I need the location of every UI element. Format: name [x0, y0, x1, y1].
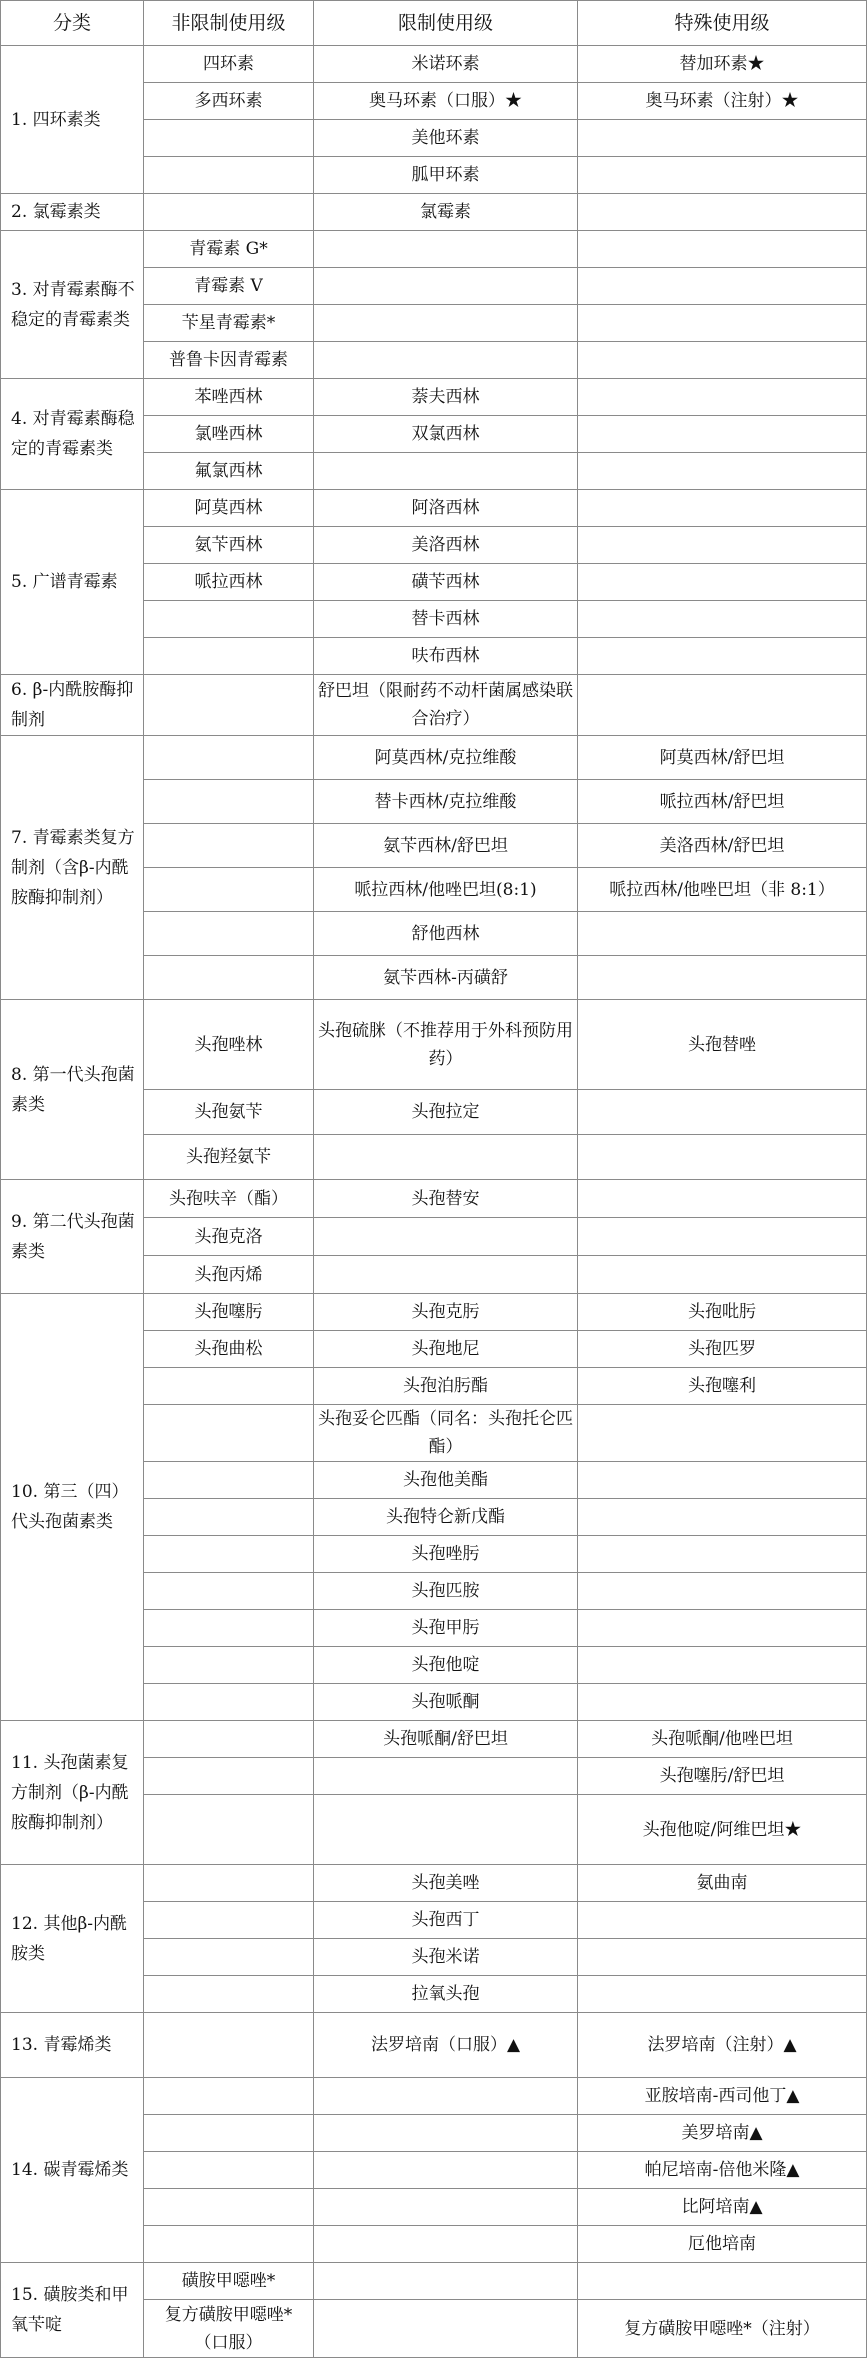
unrestricted-cell — [144, 1462, 314, 1499]
unrestricted-cell: 磺胺甲噁唑* — [144, 2263, 314, 2300]
restricted-cell: 头孢唑肟 — [314, 1536, 578, 1573]
table-row — [1, 1865, 867, 1902]
restricted-cell: 头孢他美酯 — [314, 1462, 578, 1499]
category-cell: 8. 第一代头孢菌素类 — [1, 1000, 144, 1180]
category-cell: 9. 第二代头孢菌素类 — [1, 1180, 144, 1294]
special-cell — [578, 157, 867, 194]
table-row — [1, 379, 867, 416]
unrestricted-cell — [144, 956, 314, 1000]
restricted-cell: 替卡西林 — [314, 601, 578, 638]
unrestricted-cell — [144, 1647, 314, 1684]
table-body — [1, 46, 867, 2358]
unrestricted-cell — [144, 2152, 314, 2189]
category-cell: 7. 青霉素类复方制剂（含β-内酰胺酶抑制剂） — [1, 736, 144, 1000]
special-cell: 厄他培南 — [578, 2226, 867, 2263]
special-cell: 比阿培南▲ — [578, 2189, 867, 2226]
category-cell: 11. 头孢菌素复方制剂（β-内酰胺酶抑制剂） — [1, 1721, 144, 1865]
restricted-cell — [314, 1256, 578, 1294]
restricted-cell — [314, 231, 578, 268]
table-row — [1, 194, 867, 231]
unrestricted-cell — [144, 601, 314, 638]
unrestricted-cell — [144, 675, 314, 736]
restricted-cell — [314, 305, 578, 342]
unrestricted-cell: 阿莫西林 — [144, 490, 314, 527]
special-cell: 替加环素★ — [578, 46, 867, 83]
special-cell: 复方磺胺甲噁唑*（注射） — [578, 2300, 867, 2358]
special-cell — [578, 1462, 867, 1499]
restricted-cell — [314, 268, 578, 305]
restricted-cell — [314, 2078, 578, 2115]
category-cell: 2. 氯霉素类 — [1, 194, 144, 231]
table-row — [1, 2263, 867, 2300]
restricted-cell — [314, 453, 578, 490]
restricted-cell: 头孢地尼 — [314, 1331, 578, 1368]
special-cell — [578, 379, 867, 416]
unrestricted-cell: 头孢克洛 — [144, 1218, 314, 1256]
restricted-cell — [314, 2115, 578, 2152]
restricted-cell: 头孢拉定 — [314, 1090, 578, 1135]
unrestricted-cell: 哌拉西林 — [144, 564, 314, 601]
unrestricted-cell: 氨苄西林 — [144, 527, 314, 564]
unrestricted-cell: 青霉素 V — [144, 268, 314, 305]
category-cell: 14. 碳青霉烯类 — [1, 2078, 144, 2263]
special-cell — [578, 675, 867, 736]
unrestricted-cell — [144, 1368, 314, 1405]
unrestricted-cell — [144, 1536, 314, 1573]
unrestricted-cell — [144, 2226, 314, 2263]
category-cell: 6. β-内酰胺酶抑制剂 — [1, 675, 144, 736]
table-row — [1, 1721, 867, 1758]
special-cell — [578, 1573, 867, 1610]
special-cell — [578, 231, 867, 268]
table-header — [1, 1, 867, 46]
restricted-cell: 头孢米诺 — [314, 1939, 578, 1976]
unrestricted-cell — [144, 912, 314, 956]
restricted-cell: 头孢克肟 — [314, 1294, 578, 1331]
unrestricted-cell — [144, 1865, 314, 1902]
restricted-cell: 头孢匹胺 — [314, 1573, 578, 1610]
special-cell — [578, 1256, 867, 1294]
unrestricted-cell — [144, 1795, 314, 1865]
special-cell — [578, 1610, 867, 1647]
restricted-cell: 奥马环素（口服）★ — [314, 83, 578, 120]
table-row — [1, 736, 867, 780]
restricted-cell: 呋布西林 — [314, 638, 578, 675]
special-cell — [578, 490, 867, 527]
special-cell: 头孢噻肟/舒巴坦 — [578, 1758, 867, 1795]
unrestricted-cell: 普鲁卡因青霉素 — [144, 342, 314, 379]
special-cell: 阿莫西林/舒巴坦 — [578, 736, 867, 780]
restricted-cell: 头孢妥仑匹酯（同名：头孢托仑匹酯） — [314, 1405, 578, 1462]
special-cell — [578, 194, 867, 231]
special-cell: 哌拉西林/舒巴坦 — [578, 780, 867, 824]
special-cell — [578, 120, 867, 157]
special-cell — [578, 342, 867, 379]
restricted-cell: 拉氧头孢 — [314, 1976, 578, 2013]
unrestricted-cell — [144, 736, 314, 780]
restricted-cell: 舒他西林 — [314, 912, 578, 956]
header-row — [1, 1, 867, 46]
unrestricted-cell — [144, 2115, 314, 2152]
special-cell — [578, 2263, 867, 2300]
special-cell: 头孢噻利 — [578, 1368, 867, 1405]
restricted-cell: 萘夫西林 — [314, 379, 578, 416]
restricted-cell — [314, 2152, 578, 2189]
special-cell — [578, 1684, 867, 1721]
special-cell: 美洛西林/舒巴坦 — [578, 824, 867, 868]
restricted-cell: 头孢西丁 — [314, 1902, 578, 1939]
unrestricted-cell: 头孢羟氨苄 — [144, 1135, 314, 1180]
restricted-cell: 头孢哌酮/舒巴坦 — [314, 1721, 578, 1758]
unrestricted-cell: 头孢唑林 — [144, 1000, 314, 1090]
special-cell — [578, 912, 867, 956]
restricted-cell — [314, 2300, 578, 2358]
restricted-cell: 双氯西林 — [314, 416, 578, 453]
unrestricted-cell: 头孢丙烯 — [144, 1256, 314, 1294]
restricted-cell — [314, 1218, 578, 1256]
unrestricted-cell — [144, 120, 314, 157]
special-cell: 头孢他啶/阿维巴坦★ — [578, 1795, 867, 1865]
unrestricted-cell: 氯唑西林 — [144, 416, 314, 453]
header-restricted: 限制使用级 — [314, 1, 578, 46]
unrestricted-cell — [144, 1721, 314, 1758]
special-cell: 奥马环素（注射）★ — [578, 83, 867, 120]
special-cell: 哌拉西林/他唑巴坦（非 8:1） — [578, 868, 867, 912]
unrestricted-cell — [144, 1684, 314, 1721]
unrestricted-cell: 头孢曲松 — [144, 1331, 314, 1368]
category-cell: 15. 磺胺类和甲氧苄啶 — [1, 2263, 144, 2358]
table-row — [1, 1294, 867, 1331]
category-cell: 12. 其他β-内酰胺类 — [1, 1865, 144, 2013]
unrestricted-cell — [144, 1939, 314, 1976]
restricted-cell: 磺苄西林 — [314, 564, 578, 601]
unrestricted-cell — [144, 638, 314, 675]
special-cell — [578, 1647, 867, 1684]
special-cell — [578, 1939, 867, 1976]
table-row — [1, 1000, 867, 1090]
restricted-cell: 美洛西林 — [314, 527, 578, 564]
special-cell — [578, 1135, 867, 1180]
unrestricted-cell — [144, 1610, 314, 1647]
restricted-cell — [314, 1135, 578, 1180]
unrestricted-cell — [144, 1405, 314, 1462]
table-row — [1, 46, 867, 83]
special-cell — [578, 527, 867, 564]
unrestricted-cell — [144, 2189, 314, 2226]
restricted-cell: 舒巴坦（限耐药不动杆菌属感染联合治疗） — [314, 675, 578, 736]
unrestricted-cell: 多西环素 — [144, 83, 314, 120]
category-cell: 3. 对青霉素酶不稳定的青霉素类 — [1, 231, 144, 379]
restricted-cell: 头孢硫脒（不推荐用于外科预防用药） — [314, 1000, 578, 1090]
restricted-cell — [314, 2189, 578, 2226]
special-cell — [578, 1976, 867, 2013]
special-cell: 头孢匹罗 — [578, 1331, 867, 1368]
category-cell: 4. 对青霉素酶稳定的青霉素类 — [1, 379, 144, 490]
restricted-cell: 美他环素 — [314, 120, 578, 157]
unrestricted-cell: 四环素 — [144, 46, 314, 83]
special-cell: 头孢哌酮/他唑巴坦 — [578, 1721, 867, 1758]
special-cell — [578, 601, 867, 638]
restricted-cell: 米诺环素 — [314, 46, 578, 83]
header-unrestricted: 非限制使用级 — [144, 1, 314, 46]
unrestricted-cell: 头孢氨苄 — [144, 1090, 314, 1135]
restricted-cell — [314, 1758, 578, 1795]
unrestricted-cell — [144, 194, 314, 231]
unrestricted-cell — [144, 868, 314, 912]
restricted-cell: 头孢哌酮 — [314, 1684, 578, 1721]
restricted-cell — [314, 2263, 578, 2300]
category-cell: 13. 青霉烯类 — [1, 2013, 144, 2078]
special-cell — [578, 1090, 867, 1135]
unrestricted-cell: 头孢呋辛（酯） — [144, 1180, 314, 1218]
special-cell — [578, 564, 867, 601]
special-cell — [578, 453, 867, 490]
header-special: 特殊使用级 — [578, 1, 867, 46]
unrestricted-cell: 复方磺胺甲噁唑*（口服） — [144, 2300, 314, 2358]
special-cell — [578, 416, 867, 453]
special-cell — [578, 305, 867, 342]
unrestricted-cell — [144, 157, 314, 194]
unrestricted-cell — [144, 1902, 314, 1939]
restricted-cell — [314, 1795, 578, 1865]
unrestricted-cell — [144, 2078, 314, 2115]
restricted-cell: 氨苄西林/舒巴坦 — [314, 824, 578, 868]
table-row — [1, 490, 867, 527]
unrestricted-cell — [144, 780, 314, 824]
special-cell: 头孢吡肟 — [578, 1294, 867, 1331]
category-cell: 5. 广谱青霉素 — [1, 490, 144, 675]
table-row — [1, 231, 867, 268]
special-cell — [578, 1902, 867, 1939]
restricted-cell — [314, 342, 578, 379]
restricted-cell: 头孢美唑 — [314, 1865, 578, 1902]
special-cell: 帕尼培南-倍他米隆▲ — [578, 2152, 867, 2189]
table-row — [1, 2013, 867, 2078]
special-cell — [578, 1499, 867, 1536]
unrestricted-cell — [144, 1758, 314, 1795]
unrestricted-cell: 苯唑西林 — [144, 379, 314, 416]
table-row — [1, 1180, 867, 1218]
restricted-cell: 氯霉素 — [314, 194, 578, 231]
restricted-cell: 头孢特仑新戊酯 — [314, 1499, 578, 1536]
unrestricted-cell: 氟氯西林 — [144, 453, 314, 490]
restricted-cell: 头孢泊肟酯 — [314, 1368, 578, 1405]
restricted-cell: 阿莫西林/克拉维酸 — [314, 736, 578, 780]
unrestricted-cell — [144, 1976, 314, 2013]
restricted-cell: 哌拉西林/他唑巴坦(8:1) — [314, 868, 578, 912]
special-cell — [578, 1218, 867, 1256]
header-category: 分类 — [1, 1, 144, 46]
special-cell — [578, 638, 867, 675]
restricted-cell: 头孢甲肟 — [314, 1610, 578, 1647]
special-cell: 法罗培南（注射）▲ — [578, 2013, 867, 2078]
restricted-cell: 头孢替安 — [314, 1180, 578, 1218]
special-cell: 亚胺培南-西司他丁▲ — [578, 2078, 867, 2115]
restricted-cell: 替卡西林/克拉维酸 — [314, 780, 578, 824]
unrestricted-cell — [144, 1499, 314, 1536]
special-cell — [578, 268, 867, 305]
unrestricted-cell: 头孢噻肟 — [144, 1294, 314, 1331]
unrestricted-cell — [144, 1573, 314, 1610]
restricted-cell: 氨苄西林-丙磺舒 — [314, 956, 578, 1000]
special-cell — [578, 1180, 867, 1218]
restricted-cell: 胍甲环素 — [314, 157, 578, 194]
special-cell — [578, 1405, 867, 1462]
unrestricted-cell: 青霉素 G* — [144, 231, 314, 268]
restricted-cell: 头孢他啶 — [314, 1647, 578, 1684]
category-cell: 10. 第三（四）代头孢菌素类 — [1, 1294, 144, 1721]
unrestricted-cell — [144, 824, 314, 868]
unrestricted-cell — [144, 2013, 314, 2078]
unrestricted-cell: 苄星青霉素* — [144, 305, 314, 342]
restricted-cell: 法罗培南（口服）▲ — [314, 2013, 578, 2078]
restricted-cell: 阿洛西林 — [314, 490, 578, 527]
special-cell: 头孢替唑 — [578, 1000, 867, 1090]
special-cell: 氨曲南 — [578, 1865, 867, 1902]
special-cell — [578, 956, 867, 1000]
table-row — [1, 675, 867, 736]
table-row — [1, 2078, 867, 2115]
category-cell: 1. 四环素类 — [1, 46, 144, 194]
special-cell — [578, 1536, 867, 1573]
restricted-cell — [314, 2226, 578, 2263]
special-cell: 美罗培南▲ — [578, 2115, 867, 2152]
